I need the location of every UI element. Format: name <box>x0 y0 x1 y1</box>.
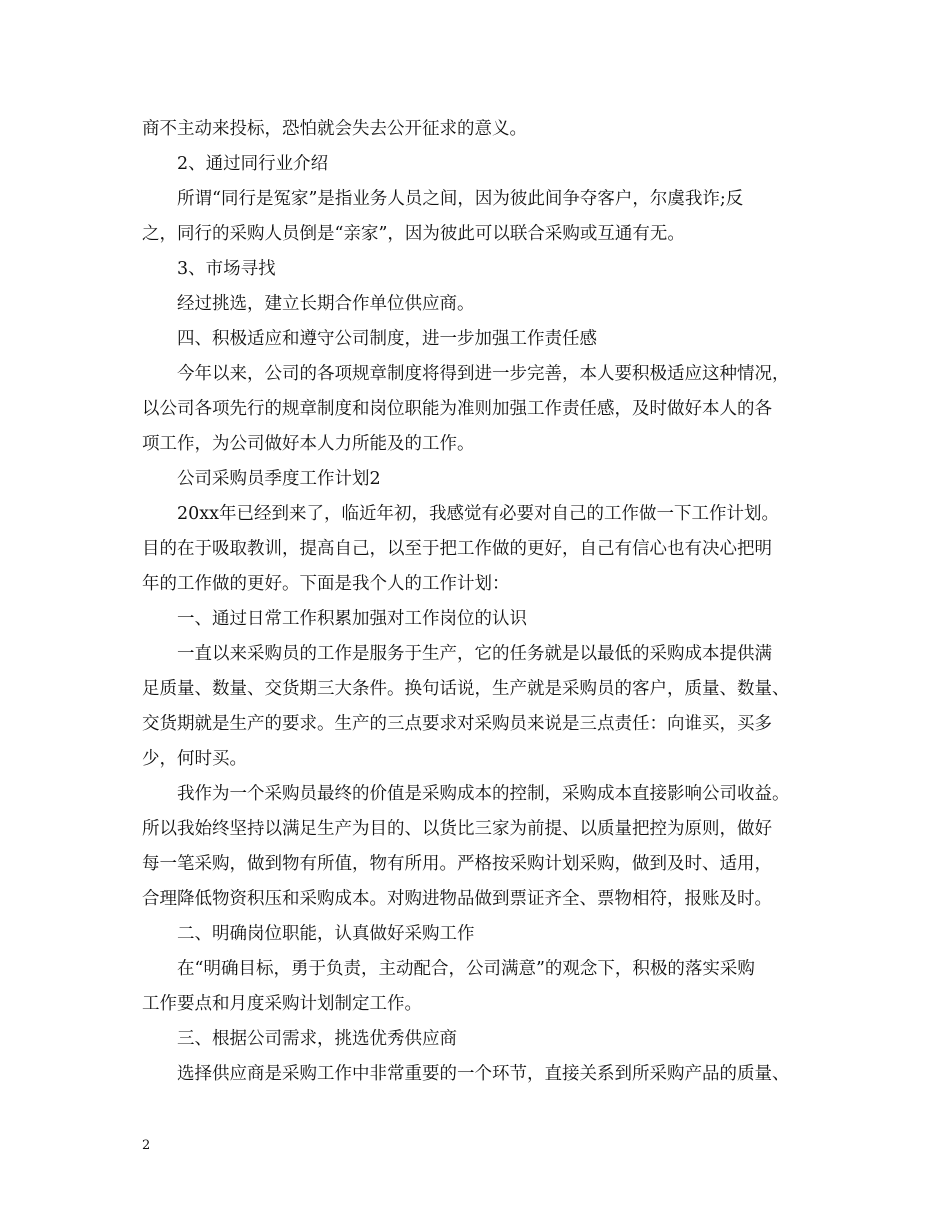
paragraph-line: 工作要点和月度采购计划制定工作。 <box>142 994 422 1014</box>
subheading-2: 2、通过同行业介绍 <box>177 154 329 174</box>
document-title: 公司采购员季度工作计划2 <box>177 469 381 489</box>
paragraph-line: 经过挑选，建立长期合作单位供应商。 <box>177 294 475 314</box>
paragraph-line: 所以我始终坚持以满足生产为目的、以货比三家为前提、以质量把控为原则，做好 <box>142 819 772 839</box>
section-heading-4: 四、积极适应和遵守公司制度，进一步加强工作责任感 <box>177 329 597 349</box>
paragraph-line: 选择供应商是采购工作中非常重要的一个环节，直接关系到所采购产品的质量、 <box>177 1064 790 1084</box>
paragraph-line: 年的工作做的更好。下面是我个人的工作计划： <box>142 574 510 594</box>
paragraph-line: 在“明确目标，勇于负责，主动配合，公司满意”的观念下，积极的落实采购 <box>177 959 755 979</box>
paragraph-line: 我作为一个采购员最终的价值是采购成本的控制，采购成本直接影响公司收益。 <box>177 784 790 804</box>
paragraph-line: 足质量、数量、交货期三大条件。换句话说，生产就是采购员的客户，质量、数量、 <box>142 679 790 699</box>
paragraph-line: 项工作，为公司做好本人力所能及的工作。 <box>142 434 475 454</box>
page-number: 2 <box>142 1138 151 1153</box>
paragraph-line: 合理降低物资积压和采购成本。对购进物品做到票证齐全、票物相符，报账及时。 <box>142 889 772 909</box>
paragraph-line: 所谓“同行是冤家”是指业务人员之间，因为彼此间争夺客户，尔虞我诈;反 <box>177 189 744 209</box>
paragraph-line: 每一笔采购，做到物有所值，物有所用。严格按采购计划采购，做到及时、适用， <box>142 854 772 874</box>
text-line-continuation: 商不主动来投标，恐怕就会失去公开征求的意义。 <box>142 119 527 139</box>
subheading-3: 3、市场寻找 <box>177 259 276 279</box>
paragraph-line: 之，同行的采购人员倒是“亲家”，因为彼此可以联合采购或互通有无。 <box>142 224 685 244</box>
section-heading-2: 二、明确岗位职能，认真做好采购工作 <box>177 924 475 944</box>
paragraph-line: 目的在于吸取教训，提高自己，以至于把工作做的更好，自己有信心也有决心把明 <box>142 539 772 559</box>
paragraph-line: 少，何时买。 <box>142 749 247 769</box>
paragraph-line: 交货期就是生产的要求。生产的三点要求对采购员来说是三点责任：向谁买，买多 <box>142 714 772 734</box>
paragraph-line: 一直以来采购员的工作是服务于生产，它的任务就是以最低的采购成本提供满 <box>177 644 772 664</box>
paragraph-line: 今年以来，公司的各项规章制度将得到进一步完善，本人要积极适应这种情况， <box>177 364 790 384</box>
paragraph-line: 20xx年已经到来了，临近年初，我感觉有必要对自己的工作做一下工作计划。 <box>177 504 780 524</box>
paragraph-line: 以公司各项先行的规章制度和岗位职能为准则加强工作责任感，及时做好本人的各 <box>142 399 772 419</box>
section-heading-1: 一、通过日常工作积累加强对工作岗位的认识 <box>177 609 527 629</box>
section-heading-3: 三、根据公司需求，挑选优秀供应商 <box>177 1029 457 1049</box>
